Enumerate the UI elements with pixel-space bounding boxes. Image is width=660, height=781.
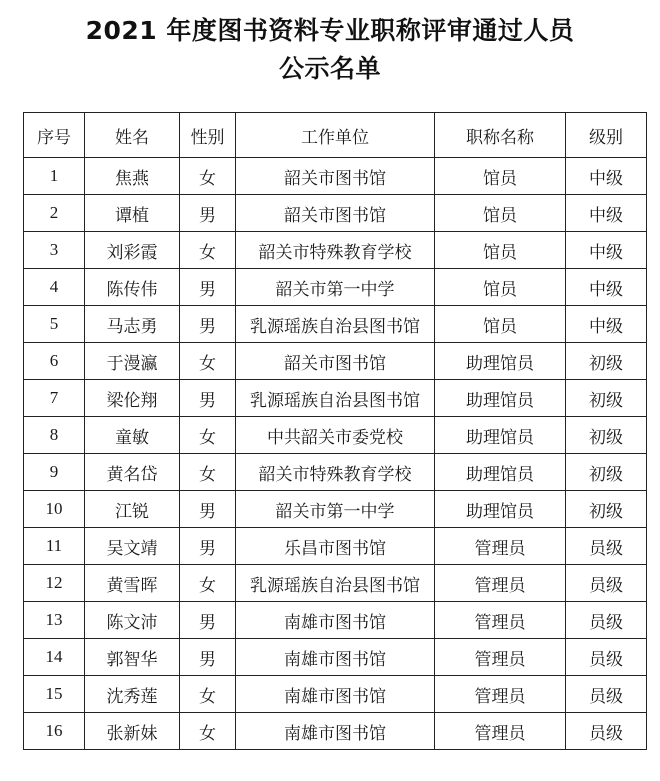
cell-gender: 女 [180,713,236,750]
cell-name: 焦燕 [85,158,180,195]
cell-name: 吴文靖 [85,528,180,565]
cell-no: 2 [24,195,85,232]
table-row [24,676,647,713]
header-gender: 性别 [180,113,236,158]
cell-name: 沈秀莲 [85,676,180,713]
header-unit: 工作单位 [236,113,435,158]
cell-gender: 女 [180,454,236,491]
cell-gender: 男 [180,195,236,232]
cell-name: 黄名岱 [85,454,180,491]
cell-gender: 女 [180,232,236,269]
cell-unit: 韶关市第一中学 [236,491,435,528]
table-row [24,417,647,454]
cell-gender: 女 [180,676,236,713]
cell-gender: 男 [180,639,236,676]
cell-name: 陈文沛 [85,602,180,639]
cell-level: 中级 [566,195,647,232]
personnel-table [23,112,647,750]
cell-no: 3 [24,232,85,269]
cell-title: 助理馆员 [435,417,566,454]
cell-no: 5 [24,306,85,343]
table-row [24,306,647,343]
cell-no: 11 [24,528,85,565]
cell-no: 7 [24,380,85,417]
header-title: 职称名称 [435,113,566,158]
cell-level: 初级 [566,417,647,454]
table-row [24,528,647,565]
cell-name: 郭智华 [85,639,180,676]
cell-gender: 男 [180,602,236,639]
cell-title: 管理员 [435,676,566,713]
cell-title: 管理员 [435,639,566,676]
cell-no: 10 [24,491,85,528]
cell-level: 初级 [566,454,647,491]
cell-title: 管理员 [435,565,566,602]
cell-name: 马志勇 [85,306,180,343]
cell-no: 12 [24,565,85,602]
cell-gender: 女 [180,343,236,380]
cell-title: 助理馆员 [435,491,566,528]
cell-unit: 南雄市图书馆 [236,602,435,639]
cell-title: 馆员 [435,195,566,232]
cell-unit: 韶关市图书馆 [236,158,435,195]
cell-unit: 乳源瑶族自治县图书馆 [236,565,435,602]
cell-no: 6 [24,343,85,380]
cell-unit: 南雄市图书馆 [236,639,435,676]
cell-no: 16 [24,713,85,750]
table-row [24,269,647,306]
cell-level: 员级 [566,565,647,602]
cell-gender: 男 [180,528,236,565]
table-row [24,195,647,232]
cell-no: 9 [24,454,85,491]
cell-unit: 韶关市第一中学 [236,269,435,306]
table-row [24,232,647,269]
cell-name: 黄雪晖 [85,565,180,602]
cell-unit: 南雄市图书馆 [236,676,435,713]
cell-gender: 男 [180,269,236,306]
cell-name: 童敏 [85,417,180,454]
cell-title: 馆员 [435,232,566,269]
cell-level: 中级 [566,306,647,343]
cell-no: 8 [24,417,85,454]
cell-title: 馆员 [435,158,566,195]
cell-title: 助理馆员 [435,343,566,380]
cell-level: 初级 [566,343,647,380]
cell-title: 助理馆员 [435,454,566,491]
table-row [24,158,647,195]
cell-level: 中级 [566,269,647,306]
cell-unit: 乐昌市图书馆 [236,528,435,565]
cell-level: 初级 [566,491,647,528]
cell-no: 14 [24,639,85,676]
cell-no: 13 [24,602,85,639]
cell-unit: 韶关市图书馆 [236,195,435,232]
cell-name: 张新妹 [85,713,180,750]
cell-gender: 男 [180,306,236,343]
cell-no: 15 [24,676,85,713]
table-row [24,639,647,676]
table-header-row [24,113,647,158]
cell-name: 梁伦翔 [85,380,180,417]
cell-unit: 韶关市特殊教育学校 [236,454,435,491]
table-row [24,491,647,528]
cell-level: 员级 [566,528,647,565]
header-no: 序号 [24,113,85,158]
table-row [24,454,647,491]
cell-gender: 男 [180,380,236,417]
page-subtitle: 公示名单 [278,54,381,83]
cell-unit: 乳源瑶族自治县图书馆 [236,380,435,417]
table-row [24,343,647,380]
page-title: 2021 年度图书资料专业职称评审通过人员 [85,16,575,45]
cell-title: 管理员 [435,713,566,750]
cell-unit: 韶关市特殊教育学校 [236,232,435,269]
cell-title: 馆员 [435,306,566,343]
cell-title: 管理员 [435,602,566,639]
cell-level: 员级 [566,639,647,676]
cell-no: 1 [24,158,85,195]
header-name: 姓名 [85,113,180,158]
cell-level: 中级 [566,232,647,269]
cell-name: 于漫瀛 [85,343,180,380]
cell-unit: 韶关市图书馆 [236,343,435,380]
cell-title: 管理员 [435,528,566,565]
table-row [24,380,647,417]
cell-name: 陈传伟 [85,269,180,306]
cell-gender: 女 [180,565,236,602]
cell-no: 4 [24,269,85,306]
cell-name: 江锐 [85,491,180,528]
cell-level: 中级 [566,158,647,195]
cell-level: 员级 [566,602,647,639]
header-level: 级别 [566,113,647,158]
cell-level: 员级 [566,713,647,750]
cell-unit: 中共韶关市委党校 [236,417,435,454]
cell-gender: 男 [180,491,236,528]
cell-unit: 乳源瑶族自治县图书馆 [236,306,435,343]
table-row [24,565,647,602]
cell-unit: 南雄市图书馆 [236,713,435,750]
table-row [24,602,647,639]
cell-title: 助理馆员 [435,380,566,417]
cell-level: 员级 [566,676,647,713]
table-row [24,713,647,750]
cell-name: 刘彩霞 [85,232,180,269]
cell-title: 馆员 [435,269,566,306]
cell-level: 初级 [566,380,647,417]
cell-gender: 女 [180,417,236,454]
cell-name: 谭植 [85,195,180,232]
cell-gender: 女 [180,158,236,195]
